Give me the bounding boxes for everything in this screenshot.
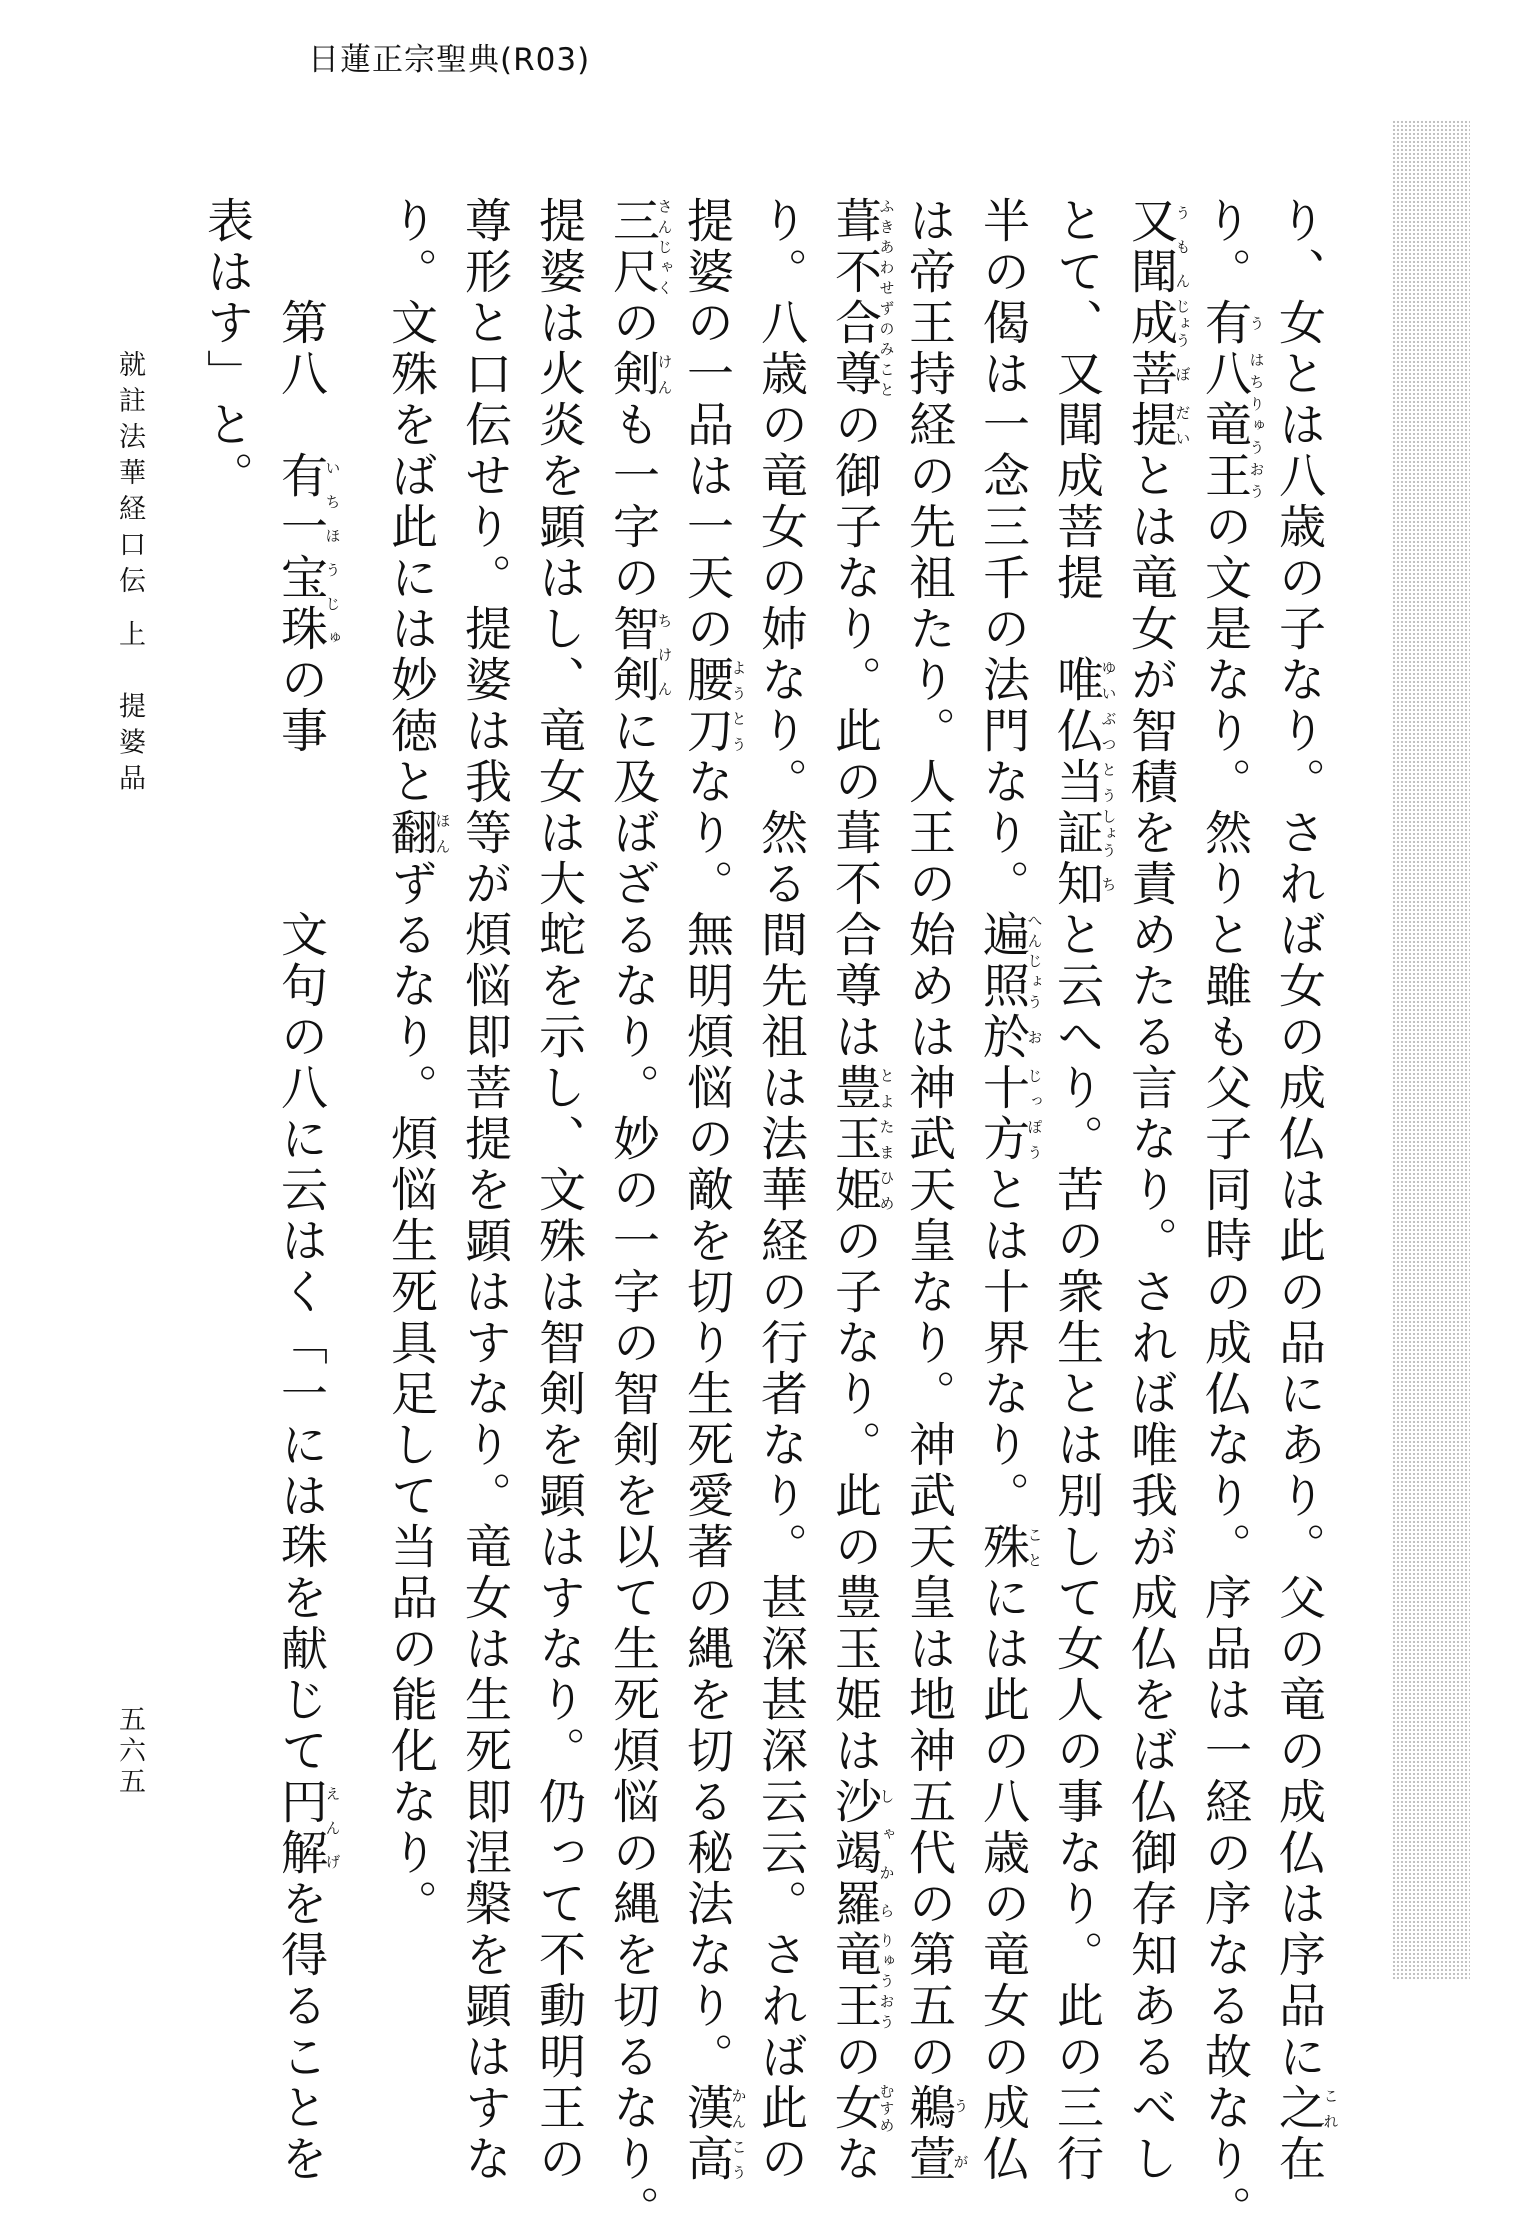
text-line-10: 三尺さんじゃくの剣けんも一字の智剣ちけんに及ばざるなり。妙の一字の智剣を以て生死煩悩の縄を切るなり。 [605,196,674,2236]
text-line-4: とて、又聞成菩提 唯ゆい仏ぶつ当とう証しょう知ちと云へり。苦の衆生とは別して女人の事なり。此の三行 [1049,196,1118,2185]
text-line-7: 葺不合尊ふきあわせずのみことの御子なり。此の葺不合尊は豊玉姫とよたまひめの子なり。此の豊玉姫は沙竭羅しゃから竜王りゅうおうの女むすめな [827,196,896,2185]
text-line-3: 又聞うもん成じょう菩ぼ提だいとは竜女が智積を責めたる言なり。されば唯我が成仏をば仏御存知あるべし [1123,196,1192,2185]
page-number: 五六五 [114,1705,145,1798]
text-line-5: 半の偈は一念三千の法門なり。遍照へんじょう於お十方じっぽうとは十界なり。殊ことには此の八歳の竜女の成仏 [975,196,1044,2185]
text-line-9: 提婆の一品は一天の腰刀ようとうなり。無明煩悩の敵を切り生死愛著の縄を切る秘法なり。漢高かんこう [679,196,748,2185]
text-line-12: 尊形と口伝せり。提婆は我等が煩悩即菩提を顕はすなり。竜女は生死即涅槃を顕はすな [457,196,512,2185]
page-edge-shading [1392,120,1470,1980]
text-line-8: り。八歳の竜女の姉なり。然る間先祖は法華経の行者なり。甚深甚深云云。されば此の [753,196,808,2185]
text-line-1: り、女とは八歳の子なり。されば女の成仏は此の品にあり。父の竜の成仏は序品に之これ在 [1271,196,1340,2185]
text-line-2: り。有う八竜王はちりゅうおうの文是なり。然りと雖も父子同時の成仏なり。序品は一経の序なる故なり。 [1197,196,1266,2236]
text-line-11: 提婆は火炎を顕はし、竜女は大蛇を示し、文殊は智剣を顕はすなり。仍って不動明王の [531,196,586,2185]
running-head: 就註法華経口伝 上 提婆品 [114,350,145,800]
document-title: 日蓮正宗聖典(R03) [308,42,591,78]
section-heading-line: 第八 有一宝珠いちほうじゅの事 文句の八に云はく「一には珠を献じて円解えんげを得ることを [273,196,342,2185]
text-line-6: は帝王持経の先祖たり。人王の始めは神武天皇なり。神武天皇は地神五代の第五の鵜萱うが [901,196,970,2185]
text-line-13: り。文殊をば此には妙徳と翻ほんずるなり。煩悩生死具足して当品の能化なり。 [383,196,452,1930]
text-line-15: 表はす」と。 [199,196,254,502]
